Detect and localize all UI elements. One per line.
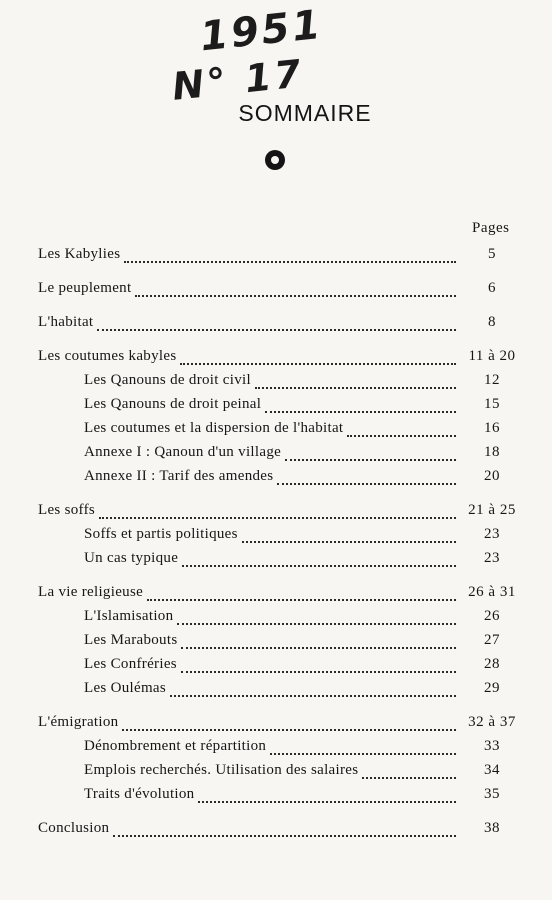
dot-leader (265, 411, 456, 413)
dot-leader (285, 459, 456, 461)
toc-entry-page: 38 (484, 820, 500, 836)
dot-leader (135, 295, 456, 297)
toc-entry-page: 16 (484, 420, 500, 436)
toc-entry (38, 314, 522, 338)
toc-entry (38, 714, 522, 738)
toc-entry (38, 502, 522, 526)
toc-entry-label: Le peuplement (38, 280, 132, 296)
toc-entry-page: 21 à 25 (468, 502, 516, 518)
toc-entry-label: Les Qanouns de droit peinal (84, 396, 262, 412)
toc-subentry (38, 762, 522, 786)
toc-entry-label: Annexe I : Qanoun d'un village (84, 444, 282, 460)
toc-subentry (38, 680, 522, 704)
dot-leader (147, 599, 456, 601)
toc-subentry (38, 656, 522, 680)
toc-subentry (38, 420, 522, 444)
page-title: SOMMAIRE (238, 100, 372, 126)
dot-leader (242, 541, 456, 543)
circle-ornament-icon (265, 150, 285, 170)
toc-subentry (38, 738, 522, 762)
toc-entry-page: 32 à 37 (468, 714, 516, 730)
handwritten-issue-number: N° 17 (170, 51, 306, 109)
toc-entry-page: 18 (484, 444, 500, 460)
dot-leader (122, 729, 456, 731)
toc-entry-label: Les Oulémas (84, 680, 167, 696)
toc-entry-label: Les Marabouts (84, 632, 178, 648)
dot-leader (99, 517, 456, 519)
dot-leader (347, 435, 456, 437)
dot-leader (124, 261, 456, 263)
toc-entry (38, 280, 522, 304)
toc-entry-label: L'habitat (38, 314, 94, 330)
toc-entry (38, 348, 522, 372)
toc-entry-page: 12 (484, 372, 500, 388)
pages-column-header: Pages (472, 220, 510, 236)
toc-entry-page: 11 à 20 (468, 348, 516, 364)
toc-entry (38, 820, 522, 844)
dot-leader (97, 329, 456, 331)
toc-subentry (38, 786, 522, 810)
toc-subentry (38, 372, 522, 396)
toc-entry-label: Les Kabylies (38, 246, 121, 262)
dot-leader (180, 363, 456, 365)
dot-leader (198, 801, 456, 803)
toc-entry-page: 6 (488, 280, 496, 296)
toc-subentry (38, 396, 522, 420)
toc-entry-page: 34 (484, 762, 500, 778)
handwritten-year: 1951 (197, 1, 326, 61)
toc-entry-label: Traits d'évolution (84, 786, 195, 802)
toc-entry-label: Conclusion (38, 820, 110, 836)
dot-leader (362, 777, 456, 779)
toc-entry-label: Annexe II : Tarif des amendes (84, 468, 274, 484)
toc-entry-page: 23 (484, 550, 500, 566)
toc-subentry (38, 468, 522, 492)
toc-entry-label: Les soffs (38, 502, 96, 518)
table-of-contents (38, 240, 522, 844)
toc-subentry (38, 526, 522, 550)
toc-entry-page: 28 (484, 656, 500, 672)
toc-subentry (38, 444, 522, 468)
toc-entry (38, 584, 522, 608)
toc-entry-page: 29 (484, 680, 500, 696)
toc-entry-page: 26 (484, 608, 500, 624)
toc-entry-page: 15 (484, 396, 500, 412)
toc-entry-page: 35 (484, 786, 500, 802)
toc-entry-label: L'Islamisation (84, 608, 174, 624)
toc-subentry (38, 632, 522, 656)
dot-leader (277, 483, 456, 485)
toc-entry (38, 246, 522, 270)
toc-entry-label: Un cas typique (84, 550, 179, 566)
dot-leader (113, 835, 456, 837)
toc-entry-label: Les Qanouns de droit civil (84, 372, 251, 388)
toc-entry-page: 20 (484, 468, 500, 484)
dot-leader (177, 623, 456, 625)
toc-entry-page: 33 (484, 738, 500, 754)
toc-entry-label: Les Confréries (84, 656, 177, 672)
dot-leader (170, 695, 456, 697)
toc-subentry (38, 550, 522, 574)
toc-entry-label: Les coutumes et la dispersion de l'habitat (84, 420, 344, 436)
dot-leader (255, 387, 456, 389)
toc-subentry (38, 608, 522, 632)
toc-entry-page: 5 (488, 246, 496, 262)
toc-entry-label: La vie religieuse (38, 584, 144, 600)
toc-entry-label: Dénombrement et répartition (84, 738, 267, 754)
dot-leader (181, 671, 456, 673)
toc-entry-page: 8 (488, 314, 496, 330)
dot-leader (181, 647, 456, 649)
toc-entry-page: 26 à 31 (468, 584, 516, 600)
toc-entry-label: Soffs et partis politiques (84, 526, 238, 542)
toc-entry-label: L'émigration (38, 714, 119, 730)
toc-entry-label: Les coutumes kabyles (38, 348, 177, 364)
toc-entry-page: 27 (484, 632, 500, 648)
toc-entry-page: 23 (484, 526, 500, 542)
toc-entry-label: Emplois recherchés. Utilisation des salaires (84, 762, 359, 778)
dot-leader (270, 753, 456, 755)
dot-leader (182, 565, 456, 567)
